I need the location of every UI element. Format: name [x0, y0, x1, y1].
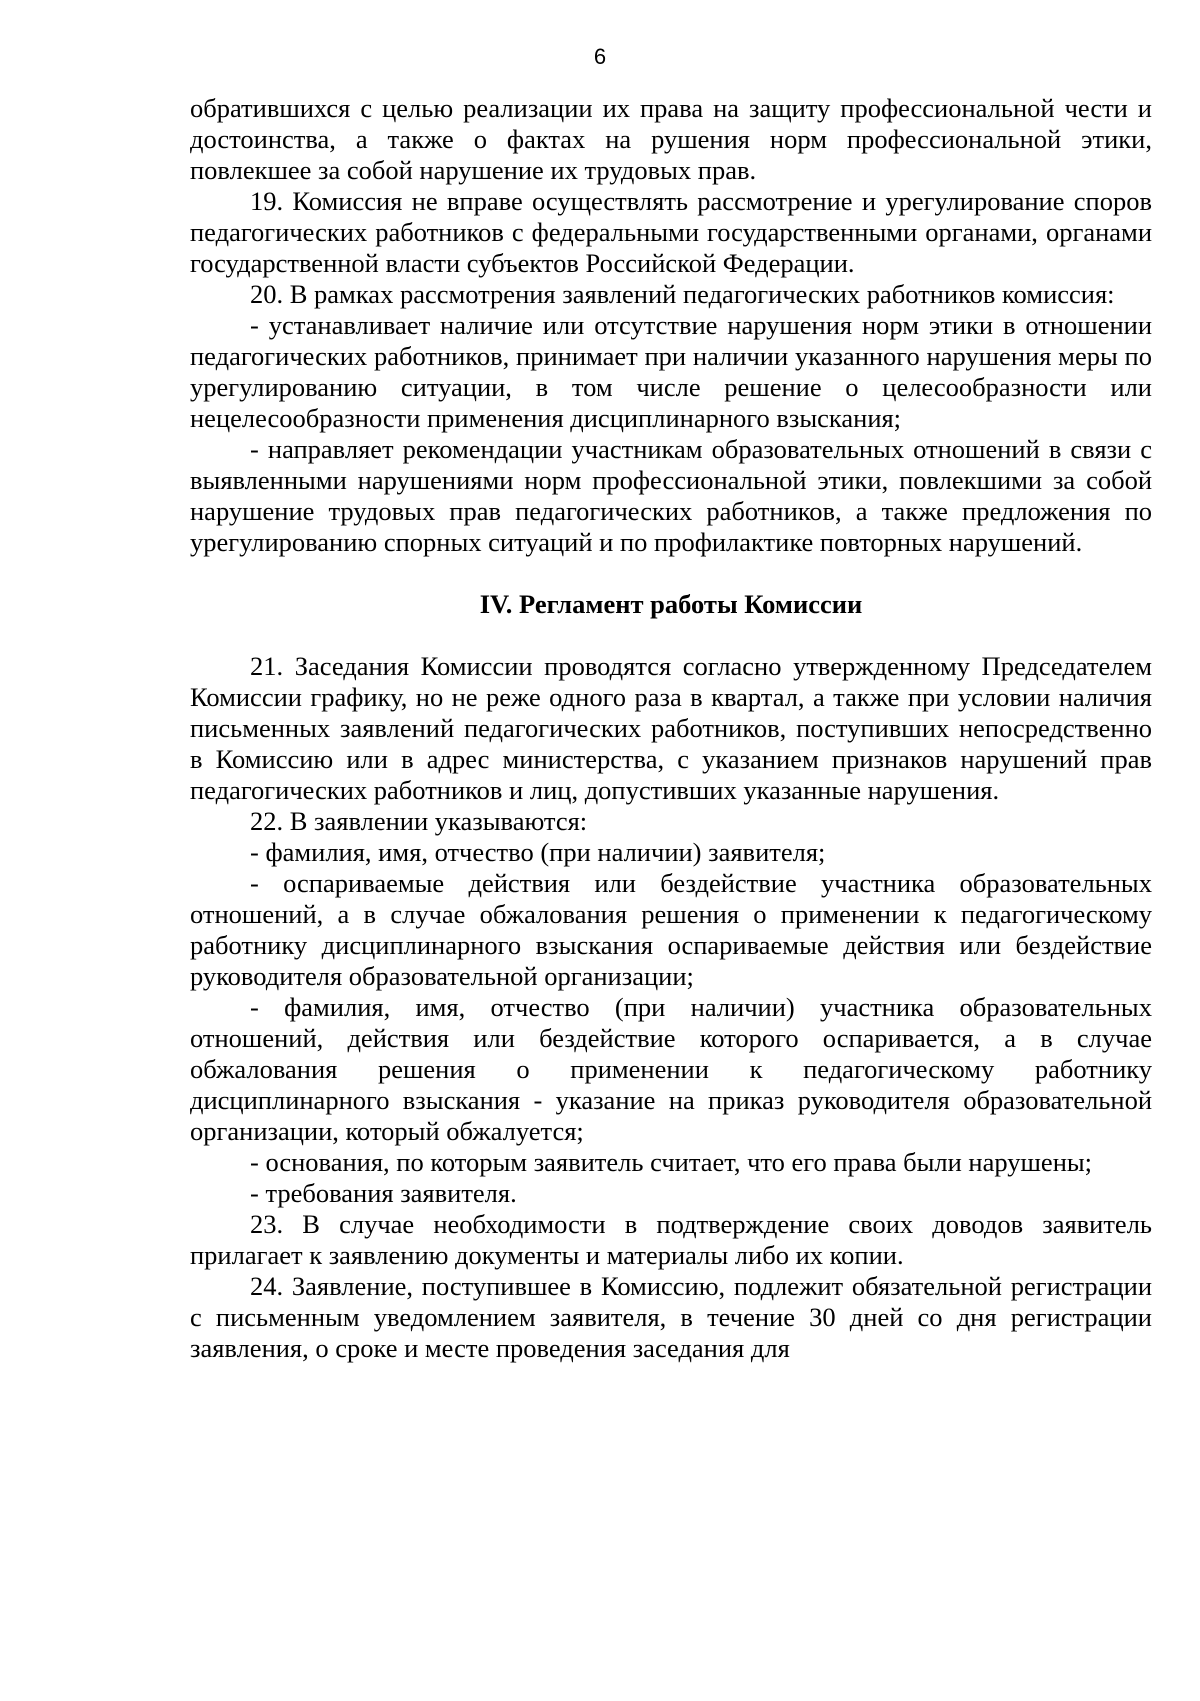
paragraph-item-21: 21. Заседания Комиссии проводятся согласно утвержденному Председателем Комиссии графику, но не реже одного раза в квартал, а также при условии наличия письменных заявлений педагогических работников, поступивших непосредственно в Комиссию или в адрес министерства, с указанием признаков нарушений прав педагогических работников и лиц, допустивших указанные нарушения.: [190, 651, 1152, 805]
list-item-participant-name: - фамилия, имя, отчество (при наличии) участника образовательных отношений, действия или бездействие которого оспаривается, а в случае обжалования решения о применении к педагогическому работнику дисциплинарного взыскания - указание на приказ руководителя образовательной организации, который обжалуется;: [190, 992, 1152, 1146]
list-item-disputed-actions: - оспариваемые действия или бездействие участника образовательных отношений, а в случае обжалования решения о применении к педагогическому работнику дисциплинарного взыскания оспариваемые действия или бездействие руководителя образовательной организации;: [190, 868, 1152, 991]
paragraph-item-24: 24. Заявление, поступившее в Комиссию, подлежит обязательной регистрации с письменным уведомлением заявителя, в течение 30 дней со дня регистрации заявления, о сроке и месте проведения заседания для: [190, 1271, 1152, 1363]
list-item-grounds: - основания, по которым заявитель считает, что его права были нарушены;: [250, 1147, 1093, 1177]
paragraph-continuation: обратившихся с целью реализации их права на защиту профессиональной чести и достоинства, а также о фактах на рушения норм профессиональной этики, повлекшее за собой нарушение их трудовых прав.: [190, 93, 1152, 185]
section-heading: IV. Регламент работы Комиссии: [479, 589, 863, 619]
paragraph-item-22: 22. В заявлении указываются:: [250, 806, 588, 836]
document-body: [190, 93, 1152, 1364]
paragraph-item-23: 23. В случае необходимости в подтверждение своих доводов заявитель прилагает к заявлению документы и материалы либо их копии.: [190, 1209, 1152, 1270]
list-item-requirements: - требования заявителя.: [250, 1178, 517, 1208]
paragraph-item-19: 19. Комиссия не вправе осуществлять рассмотрение и урегулирование споров педагогических работников с федеральными государственными органами, органами государственной власти субъектов Российской Федерации.: [190, 186, 1152, 278]
list-item-recommendations: - направляет рекомендации участникам образовательных отношений в связи с выявленными нарушениями норм профессиональной этики, повлекшими за собой нарушение трудовых прав педагогических работников, а также предложения по урегулированию спорных ситуаций и по профилактике повторных нарушений.: [190, 434, 1152, 557]
list-item-applicant-name: - фамилия, имя, отчество (при наличии) заявителя;: [250, 837, 826, 867]
page-number: 6: [593, 44, 607, 69]
list-item-ethics-violation: - устанавливает наличие или отсутствие нарушения норм этики в отношении педагогических работников, принимает при наличии указанного нарушения меры по урегулированию ситуации, в том числе решение о целесообразности или нецелесообразности применения дисциплинарного взыскания;: [190, 310, 1152, 433]
paragraph-item-20: 20. В рамках рассмотрения заявлений педагогических работников комиссия:: [250, 279, 1115, 309]
